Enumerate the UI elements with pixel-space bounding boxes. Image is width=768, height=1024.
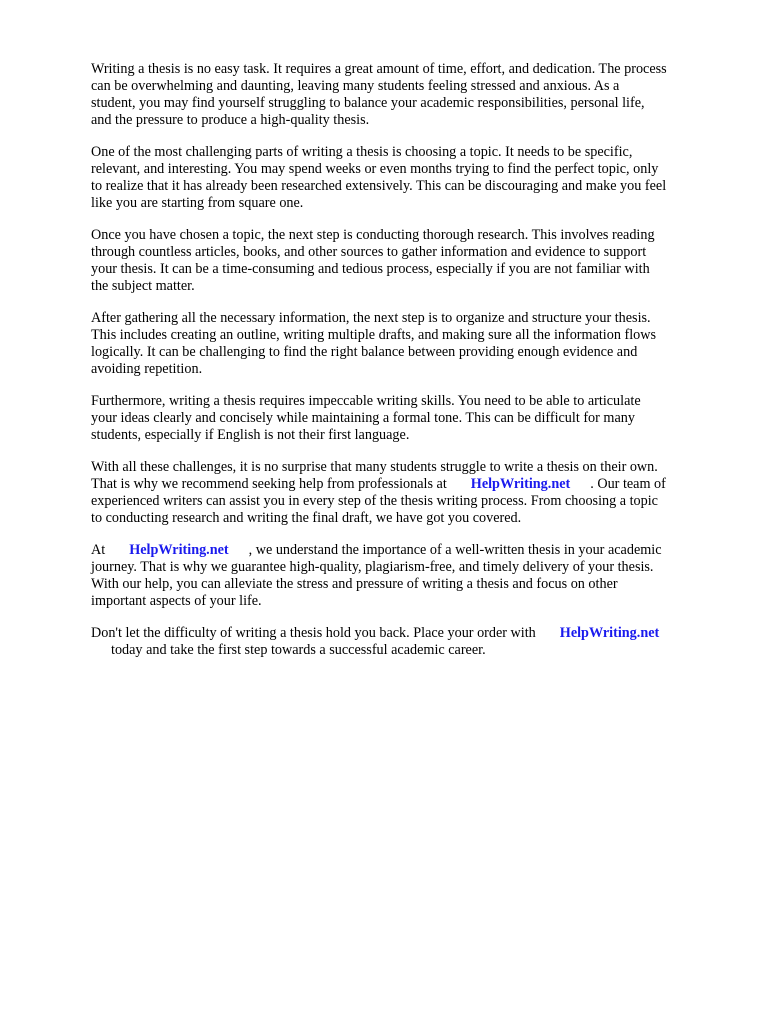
paragraph-guarantee-text-after: , we understand the importance of a well-written thesis in your academic journey. That is why we guarantee high-quality, plagiarism-free, and timely delivery of your thesis. With our help, you can alleviate the stress and pressure of writing a thesis and focus on other important aspects of your life. (91, 542, 662, 609)
paragraph-cta-text-before: Don't let the difficulty of writing a thesis hold you back. Place your order with (91, 625, 536, 641)
paragraph-cta-text-after: today and take the first step towards a successful academic career. (111, 642, 486, 658)
paragraph-guarantee (91, 542, 724, 610)
paragraph-intro: Writing a thesis is no easy task. It requires a great amount of time, effort, and dedication. The process can be overwhelming and daunting, leaving many students feeling stressed and anxious. As a student, you may find yourself struggling to balance your academic responsibilities, personal life, and the pressure to produce a high-quality thesis. (91, 61, 667, 128)
paragraph-recommendation (91, 459, 724, 527)
paragraph-topic: One of the most challenging parts of writing a thesis is choosing a topic. It needs to be specific, relevant, and interesting. You may spend weeks or even months trying to find the perfect topic, only to realize that it has already been researched extensively. This can be discouraging and make you feel like you are starting from square one. (91, 144, 667, 211)
paragraph-structure: After gathering all the necessary information, the next step is to organize and structure your thesis. This includes creating an outline, writing multiple drafts, and making sure all the information flows logically. It can be challenging to find the right balance between providing enough evidence and avoiding repetition. (91, 310, 657, 377)
paragraph-research: Once you have chosen a topic, the next step is conducting thorough research. This involves reading through countless articles, books, and other sources to gather information and evidence to support your thesis. It can be a time-consuming and tedious process, especially if you are not familiar with the subject matter. (91, 227, 655, 294)
paragraph-guarantee-text-before: At (91, 542, 106, 558)
paragraph-recommendation-text-after: . Our team of experienced writers can assist you in every step of the thesis writing process. From choosing a topic to conducting research and writing the final draft, we have got you covered. (91, 476, 666, 526)
paragraph-call-to-action (91, 625, 724, 659)
helpwriting-link[interactable]: HelpWriting.net (559, 625, 660, 641)
helpwriting-link[interactable]: HelpWriting.net (129, 542, 229, 558)
helpwriting-link[interactable]: HelpWriting.net (470, 476, 571, 492)
paragraph-recommendation-text-before: With all these challenges, it is no surprise that many students struggle to write a thesis on their own. That is why we recommend seeking help from professionals at (91, 459, 658, 492)
paragraph-writing-skills: Furthermore, writing a thesis requires impeccable writing skills. You need to be able to articulate your ideas clearly and concisely while maintaining a formal tone. This can be difficult for many students, especially if English is not their first language. (91, 393, 641, 443)
